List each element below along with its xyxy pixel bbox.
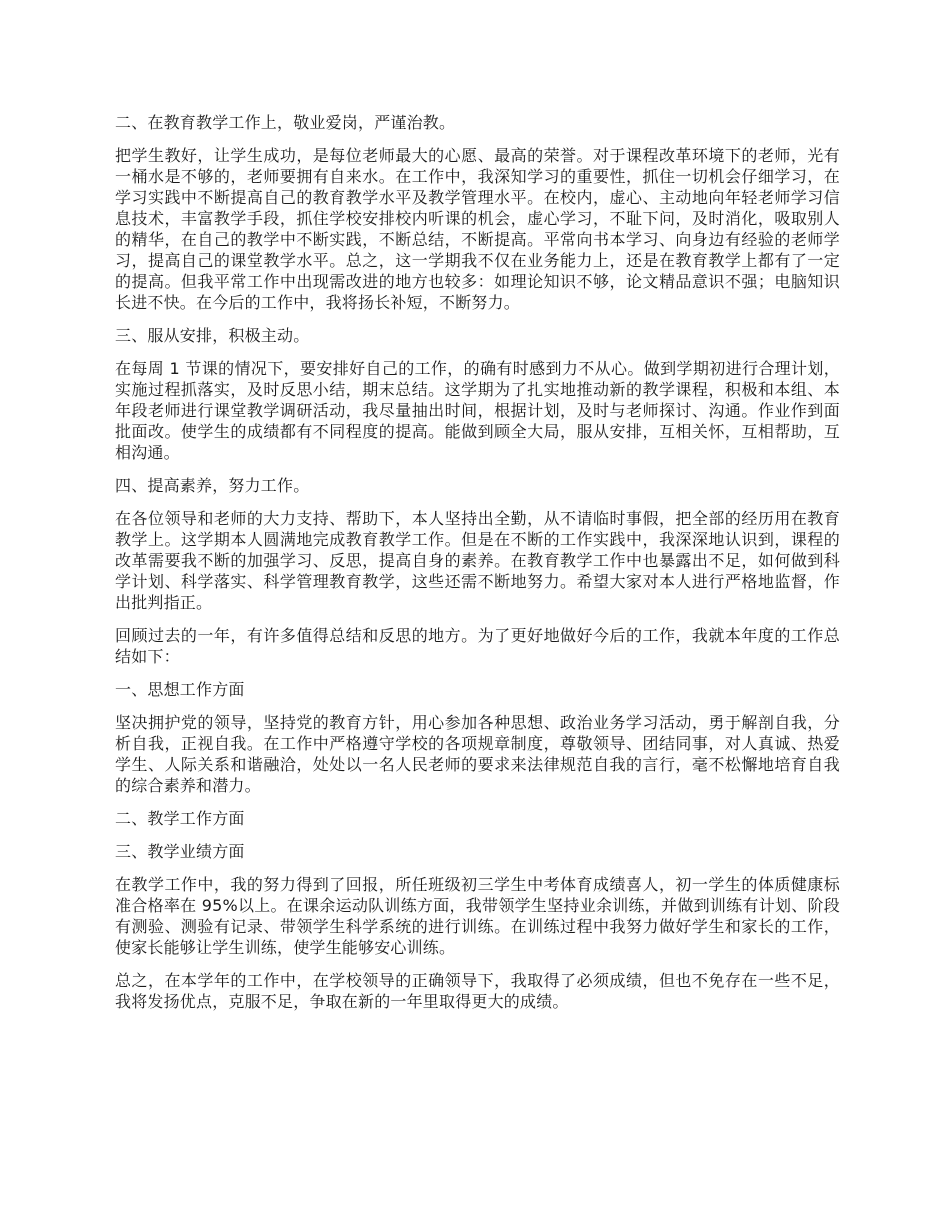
paragraph-conclusion: 总之，在本学年的工作中，在学校领导的正确领导下，我取得了必须成绩，但也不免存在一些不足，我将发扬优点，克服不足，争取在新的一年里取得更大的成绩。	[115, 971, 840, 1011]
paragraph-year-review: 回顾过去的一年，有许多值得总结和反思的地方。为了更好地做好今后的工作，我就本年度的工作总结如下：	[115, 626, 840, 666]
paragraph-full-attendance: 在各位领导和老师的大力支持、帮助下，本人坚持出全勤，从不请临时事假，把全部的经历用在教育教学上。这学期本人圆满地完成教育教学工作。但是在不断的工作实践中，我深深地认识到，课程的改革需要我不断的加强学习、反思，提高自身的素养。在教育教学工作中也暴露出不足，如何做到科学计划、科学落实、科学管理教育教学，这些还需不断地努力。希望大家对本人进行严格地监督，作出批判指正。	[115, 509, 840, 612]
document-page	[115, 112, 840, 1024]
section-heading-teaching-work: 二、教学工作方面	[115, 809, 245, 828]
section-heading-teaching-attitude: 二、在教育教学工作上，敬业爱岗，严谨治教。	[115, 113, 456, 132]
paragraph-teaching-learning: 把学生教好，让学生成功，是每位老师最大的心愿、最高的荣誉。对于课程改革环境下的老师，光有一桶水是不够的，老师要拥有自来水。在工作中，我深知学习的重要性，抓住一切机会仔细学习，在学习实践中不断提高自己的教育教学水平及教学管理水平。在校内，虚心、主动地向年轻老师学习信息技术，丰富教学手段，抓住学校安排校内听课的机会，虚心学习，不耻下问，及时消化，吸取别人的精华，在自己的教学中不断实践，不断总结，不断提高。平常向书本学习、向身边有经验的老师学习，提高自己的课堂教学水平。总之，这一学期我不仅在业务能力上，还是在教育教学上都有了一定的提高。但我平常工作中出现需改进的地方也较多：如理论知识不够，论文精品意识不强；电脑知识长进不快。在今后的工作中，我将扬长补短，不断努力。	[115, 146, 840, 312]
section-heading-ideological-work: 一、思想工作方面	[115, 680, 245, 699]
section-heading-obey-arrangement: 三、服从安排，积极主动。	[115, 326, 310, 345]
section-heading-teaching-results: 三、教学业绩方面	[115, 842, 245, 861]
section-heading-improve-quality: 四、提高素养，努力工作。	[115, 476, 310, 495]
paragraph-teaching-results: 在教学工作中，我的努力得到了回报，所任班级初三学生中考体育成绩喜人，初一学生的体质健康标准合格率在 95%以上。在课余运动队训练方面，我带领学生坚持业余训练，并做到训练有计划、阶段有测验、测验有记录、带领学生科学系统的进行训练。在训练过程中我努力做好学生和家长的工作，使家长能够让学生训练，使学生能够安心训练。	[115, 875, 840, 957]
paragraph-work-planning: 在每周 1 节课的情况下，要安排好自己的工作，的确有时感到力不从心。做到学期初进行合理计划，实施过程抓落实，及时反思小结，期末总结。这学期为了扎实地推动新的教学课程，积极和本组、本年段老师进行课堂教学调研活动，我尽量抽出时间，根据计划，及时与老师探讨、沟通。作业作到面批面改。使学生的成绩都有不同程度的提高。能做到顾全大局，服从安排，互相关怀，互相帮助，互相沟通。	[115, 359, 840, 462]
paragraph-ideological-work: 坚决拥护党的领导，坚持党的教育方针，用心参加各种思想、政治业务学习活动，勇于解剖自我，分析自我，正视自我。在工作中严格遵守学校的各项规章制度，尊敬领导、团结同事，对人真诚、热爱学生、人际关系和谐融洽，处处以一名人民老师的要求来法律规范自我的言行，毫不松懈地培育自我的综合素养和潜力。	[115, 713, 840, 795]
